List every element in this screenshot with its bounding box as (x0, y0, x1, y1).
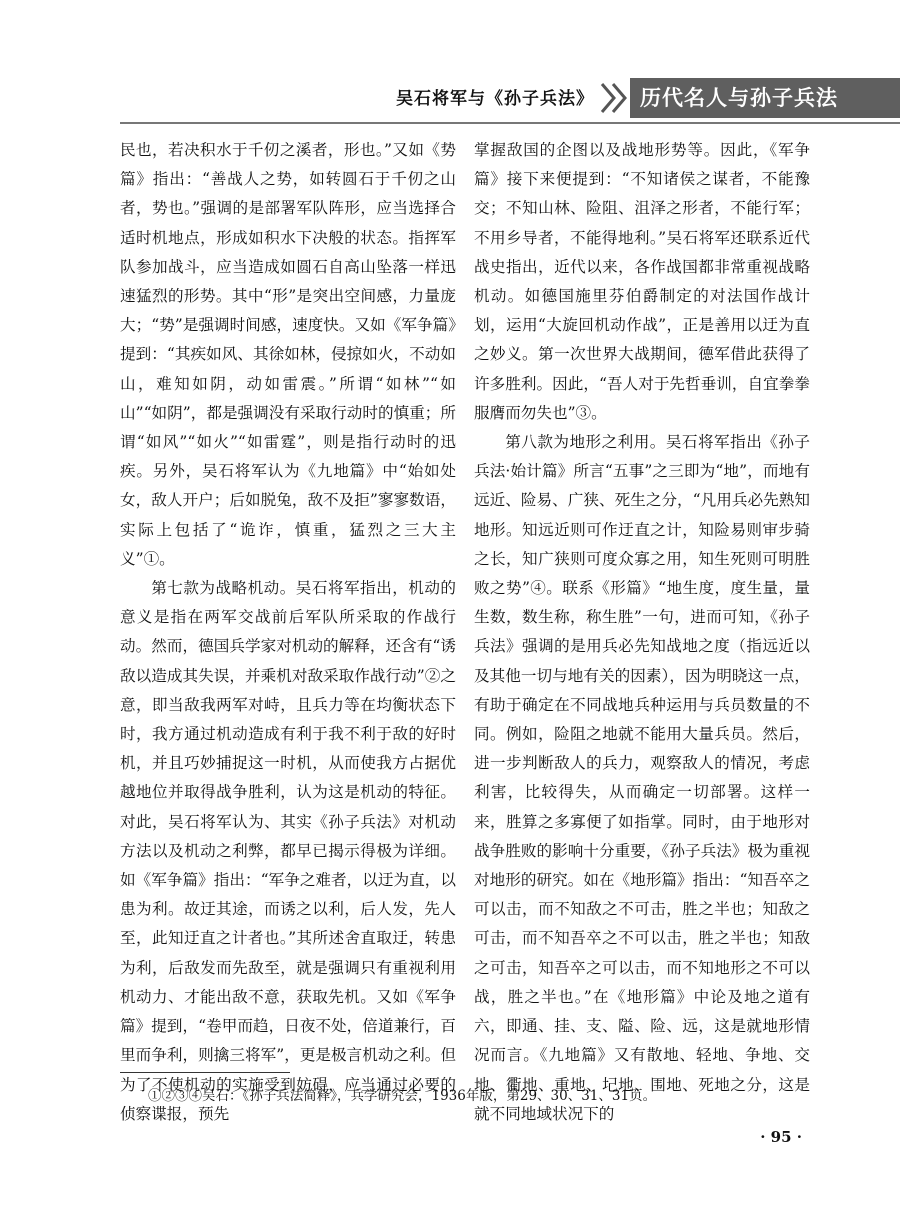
paragraph: 民也，若决积水于千仞之溪者，形也。”又如《势篇》指出：“善战人之势，如转圆石于千仞之山者，势也。”强调的是部署军队阵形，应当选择合适时机地点，形成如积水下决般的状态。指挥军队参加战斗，应当造成如圆石自高山坠落一样迅速猛烈的形势。其中“形”是突出空间感，力量庞大；“势”是强调时间感，速度快。又如《军争篇》提到：“其疾如风、其徐如林，侵掠如火，不动如山，难知如阴，动如雷震。”所谓“如林”“如山”“如阴”，都是强调没有采取行动时的慎重；所谓“如风”“如火”“如雷霆”，则是指行动时的迅疾。另外，吴石将军认为《九地篇》中“始如处女，敌人开户；后如脱兔，敌不及拒”寥寥数语，实际上包括了“诡诈，慎重，猛烈之三大主义”①。 (120, 141, 456, 568)
footnote: ①②③④吴石：《孙子兵法简释》，兵学研究会，1936年版，第29、30、31、31页。 (148, 1088, 657, 1104)
paragraph: 第七款为战略机动。吴石将军指出，机动的意义是指在两军交战前后军队所采取的作战行动。然而，德国兵学家对机动的解释，还含有“诱敌以造成其失误，并乘机对敌采取作战行动”②之意，即当敌我两军对峙，且兵力等在均衡状态下时，我方通过机动造成有利于我不利于敌的好时机，并且巧妙捕捉这一时机，从而使我方占据优越地位并取得战争胜利，认为这是机动的特征。对此，吴石将军认为、其实《孙子兵法》对机动方法以及机动之利弊，都早已揭示得极为详细。如《军争篇》指出：“军争之难者，以迂为直，以患为利。故迂其途，而诱之以利，后人发，先人至，此知迂直之计者也。”其所述舍直取迂，转患为利，后敌发而先敌至，就是强调只有重视利用机动力、才能出敌不意，获取先机。又如《军争篇》提到，“卷甲而趋，日夜不处，倍道兼行，百里而争利，则擒三将军”，更是极言机动之利。但为了不使机动的实施受到妨碍，应当通过必要的侦察谍报，预先 (120, 579, 456, 1123)
header-divider (120, 122, 900, 124)
running-title: 吴石将军与《孙子兵法》 (396, 89, 594, 109)
page-number: · 95 · (760, 1128, 802, 1146)
running-header (0, 78, 900, 118)
paragraph: 第八款为地形之利用。吴石将军指出《孙子兵法·始计篇》所言“五事”之三即为“地”，而地有远近、险易、广狭、死生之分，“凡用兵必先熟知地形。知远近则可作迂直之计，知险易则审步骑之长，知广狭则可度众寡之用，知生死则可明胜败之势”④。联系《形篇》“地生度，度生量，量生数，数生称，称生胜”一句，进而可知，《孙子兵法》强调的是用兵必先知战地之度（指远近以及其他一切与地有关的因素），因为明晓这一点，有助于确定在不同战地兵种运用与兵员数量的不同。例如，险阻之地就不能用大量兵员。然后，进一步判断敌人的兵力，观察敌人的情况，考虑利害，比较得失，从而确定一切部署。这样一来，胜算之多寡便了如指掌。同时，由于地形对战争胜败的影响十分重要，《孙子兵法》极为重视对地形的研究。如在《地形篇》指出：“知吾卒之可以击，而不知敌之不可击，胜之半也；知敌之可击，而不知吾卒之不可以击，胜之半也；知敌之可击，知吾卒之可以击，而不知地形之不可以战，胜之半也。”在《地形篇》中论及地之道有六，即通、挂、支、隘、险、远，这是就地形情况而言。《九地篇》又有散地、轻地、争地、交地、衢地、重地、圮地、围地、死地之分，这是就不同地域状况下的 (474, 433, 810, 1123)
double-chevron-icon (598, 82, 632, 114)
paragraph: 掌握敌国的企图以及战地形势等。因此，《军争篇》接下来便提到：“不知诸侯之谋者，不能豫交；不知山林、险阻、沮泽之形者，不能行军；不用乡导者，不能得地利。”吴石将军还联系近代战史指出，近代以来，各作战国都非常重视战略机动。如德国施里芬伯爵制定的对法国作战计划，运用“大旋回机动作战”，正是善用以迂为直之妙义。第一次世界大战期间，德军借此获得了许多胜利。因此，“吾人对于先哲垂训，自宜拳拳服膺而勿失也”③。 (474, 141, 810, 422)
right-column (474, 136, 810, 1129)
left-column (120, 136, 456, 1129)
section-title: 历代名人与孙子兵法 (630, 78, 900, 118)
footnote-divider (120, 1072, 290, 1073)
